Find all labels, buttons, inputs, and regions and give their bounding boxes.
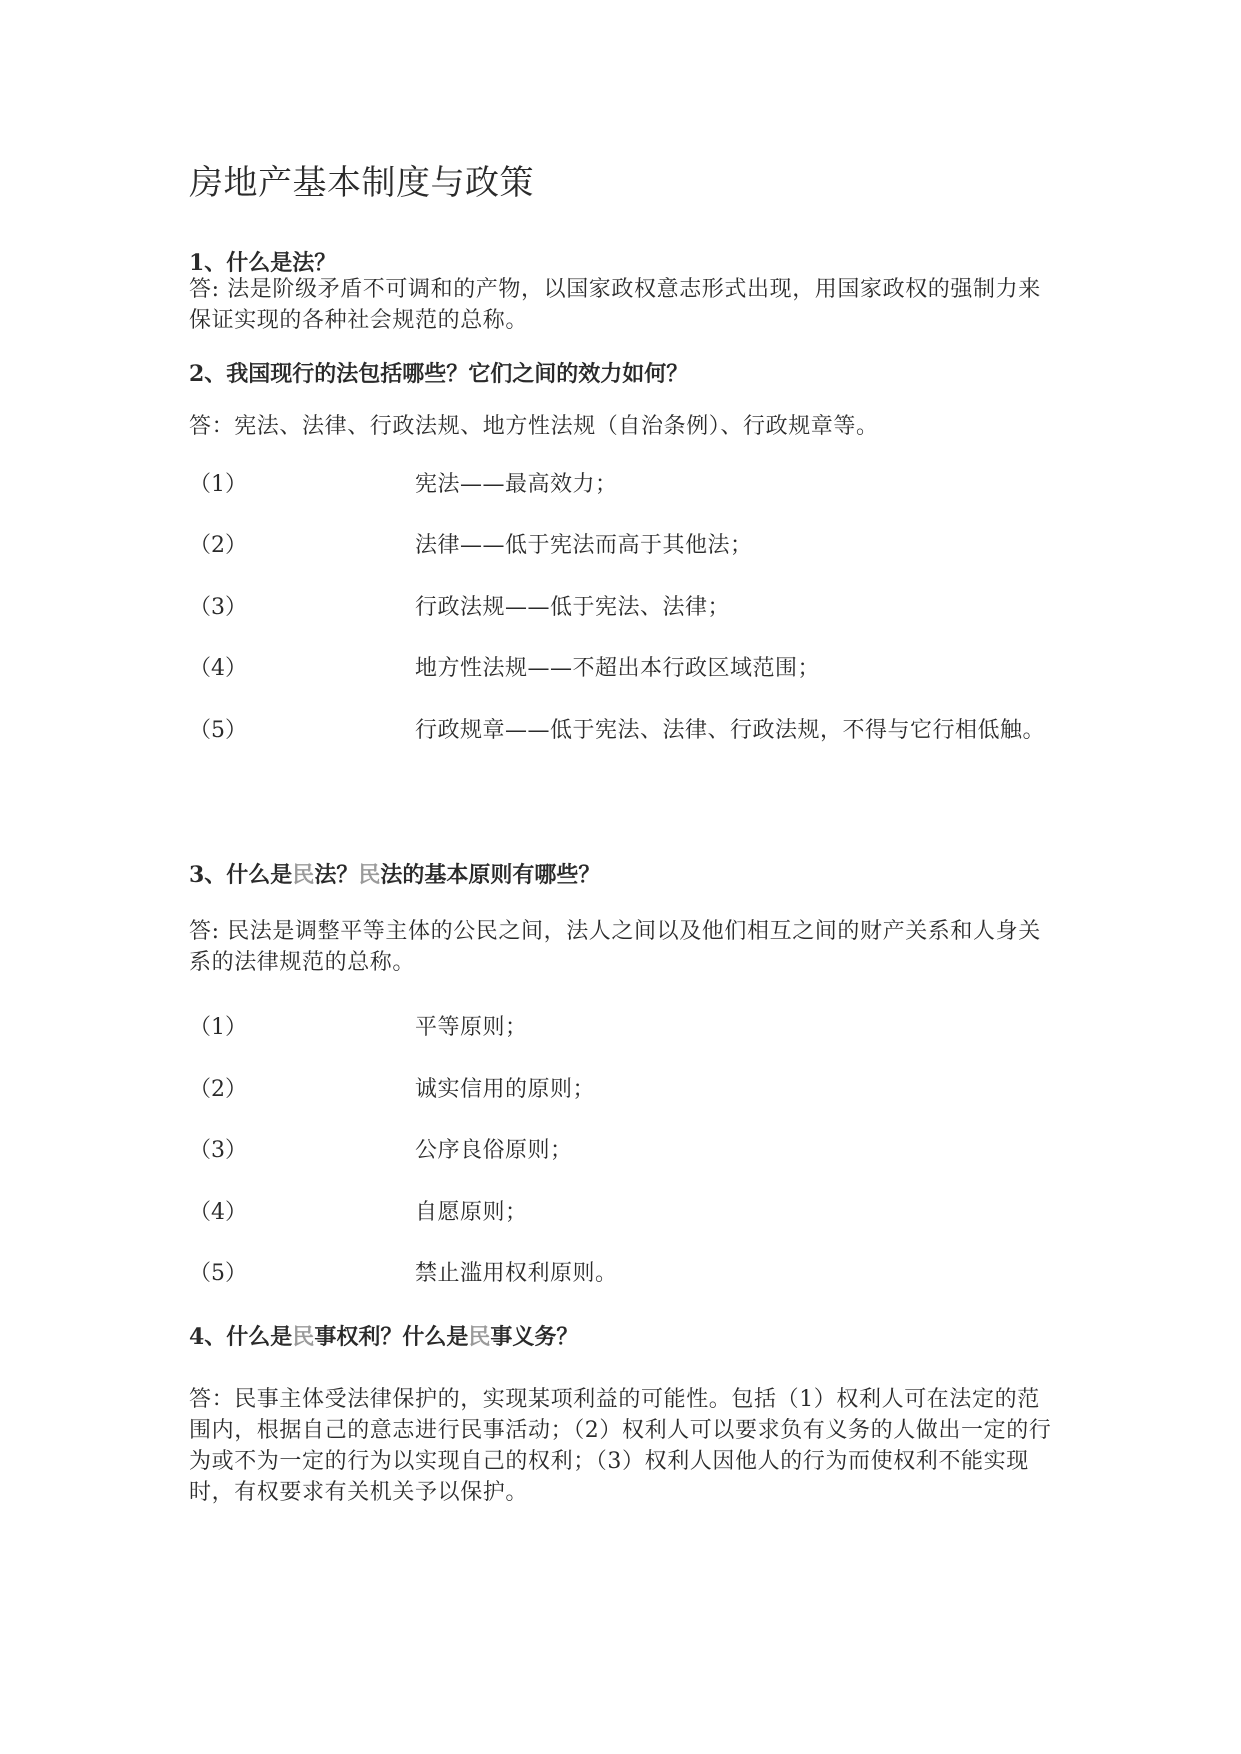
item-text: 法律——低于宪法而高于其他法； [415,533,753,558]
item-number: （1） [189,472,247,497]
item-text: 禁止滥用权利原则。 [415,1261,618,1286]
document-title: 房地产基本制度与政策 [189,163,534,203]
item-number: （5） [189,718,247,743]
question-text: 3、什么是 [189,862,293,888]
list-item [189,653,1069,684]
item-number: （4） [189,1200,247,1225]
list-item [189,592,1069,623]
question-text: 事权利？什么是 [314,1324,469,1350]
question-highlight: 民 [292,1324,315,1350]
question-text: 事义务？ [490,1324,579,1350]
item-text: 宪法——最高效力； [415,472,618,497]
question-text: 法？ [314,862,359,888]
item-text: 公序良俗原则； [415,1138,573,1163]
item-text: 诚实信用的原则； [415,1077,596,1102]
list-item [189,469,1069,500]
item-text: 自愿原则； [415,1200,528,1225]
question-text: 法的基本原则有哪些？ [380,862,601,888]
list-item [189,1074,1069,1105]
answer-3: 答: 民法是调整平等主体的公民之间，法人之间以及他们相互之间的财产关系和人身关系的法律规范的总称。 [189,919,1041,975]
answer-4: 答：民事主体受法律保护的，实现某项利益的可能性。包括（1）权利人可在法定的范围内，根据自己的意志进行民事活动；（2）权利人可以要求负有义务的人做出一定的行为或不为一定的行为以实现自己的权利；（3）权利人因他人的行为而使权利不能实现时，有权要求有关机关予以保护。 [189,1387,1052,1505]
item-number: （3） [189,1138,247,1163]
question-4 [189,1322,578,1352]
question-highlight: 民 [292,862,315,888]
item-text: 地方性法规——不超出本行政区域范围； [415,656,821,681]
item-number: （2） [189,1077,247,1102]
question-highlight: 民 [358,862,381,888]
list-item [189,530,1069,561]
list-item [189,1197,1069,1228]
item-number: （4） [189,656,247,681]
question-text: 4、什么是 [189,1324,293,1350]
question-2: 2、我国现行的法包括哪些？它们之间的效力如何？ [189,361,689,387]
list-item [189,1258,1069,1289]
item-number: （1） [189,1015,247,1040]
item-text: 行政法规——低于宪法、法律； [415,595,731,620]
list-item [189,1012,1069,1043]
list-item [189,715,1069,746]
question-3 [189,860,600,890]
question-1: 1、什么是法？ [189,250,337,276]
answer-1: 答: 法是阶级矛盾不可调和的产物，以国家政权意志形式出现，用国家政权的强制力来保证实现的各种社会规范的总称。 [189,277,1041,333]
item-text: 行政规章——低于宪法、法律、行政法规，不得与它行相低触。 [415,718,1046,743]
item-text: 平等原则； [415,1015,528,1040]
list-item [189,1135,1069,1166]
item-number: （3） [189,595,247,620]
answer-2: 答：宪法、法律、行政法规、地方性法规（自治条例）、行政规章等。 [189,414,879,439]
item-number: （2） [189,533,247,558]
question-highlight: 民 [468,1324,491,1350]
item-number: （5） [189,1261,247,1286]
